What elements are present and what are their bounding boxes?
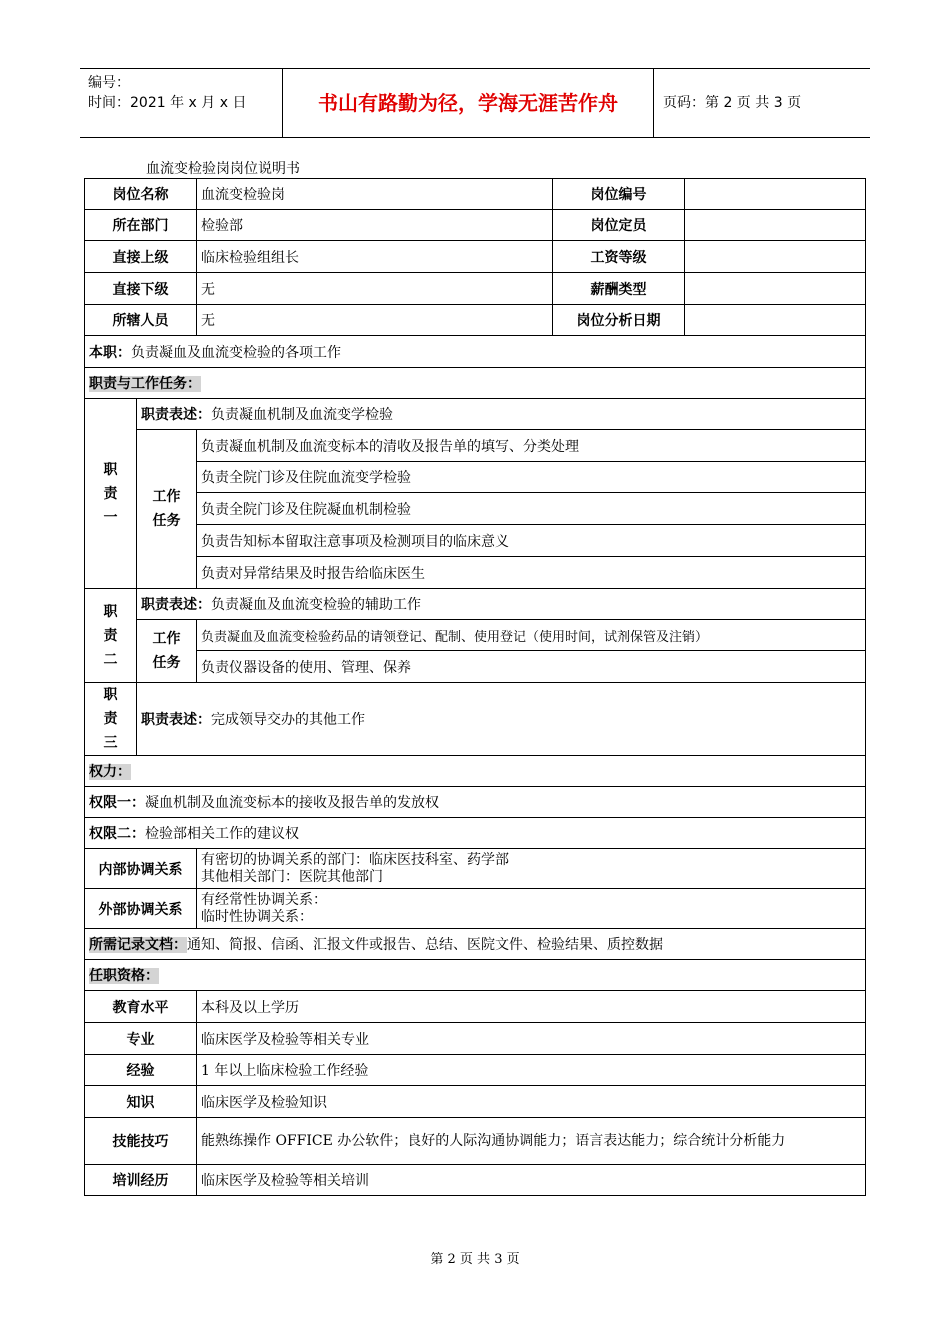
duty-label: 本职： bbox=[89, 344, 131, 361]
field-label: 直接下级 bbox=[85, 273, 197, 305]
task-row bbox=[85, 620, 866, 651]
qualification-value: 能熟练操作 OFFICE 办公软件；良好的人际沟通协调能力；语言表达能力；综合统计分析能力 bbox=[197, 1118, 866, 1165]
relation-line: 有密切的协调关系的部门：临床医技科室、药学部 bbox=[201, 851, 509, 868]
qualification-label: 培训经历 bbox=[85, 1165, 197, 1196]
duty3-label: 职 责 三 bbox=[85, 683, 137, 756]
qualification-label: 教育水平 bbox=[85, 991, 197, 1023]
field-label: 工资等级 bbox=[553, 241, 685, 273]
statement-label: 职责表述： bbox=[141, 712, 211, 728]
duty-statement-row bbox=[85, 589, 866, 620]
qualification-row bbox=[85, 1086, 866, 1118]
statement-label: 职责表述： bbox=[141, 407, 211, 423]
document-title: 血流变检验岗岗位说明书 bbox=[146, 161, 300, 177]
power-heading: 权力： bbox=[89, 764, 131, 780]
field-label: 所在部门 bbox=[85, 210, 197, 241]
qualification-value: 临床医学及检验等相关专业 bbox=[197, 1023, 866, 1055]
basic-row bbox=[85, 241, 866, 273]
doc-number-label: 编号： bbox=[88, 75, 130, 91]
relation-row bbox=[85, 889, 866, 929]
basic-row bbox=[85, 305, 866, 336]
power-label: 权限二： bbox=[89, 826, 145, 842]
qualification-label: 知识 bbox=[85, 1086, 197, 1118]
task-label: 工作 任务 bbox=[137, 430, 197, 589]
statement-text: 完成领导交办的其他工作 bbox=[211, 712, 365, 728]
relation-row bbox=[85, 849, 866, 889]
duty-statement-row bbox=[85, 399, 866, 430]
statement-text: 负责凝血机制及血流变学检验 bbox=[211, 407, 393, 423]
qualification-value: 临床医学及检验知识 bbox=[197, 1086, 866, 1118]
field-label: 岗位定员 bbox=[553, 210, 685, 241]
relation-line: 有经常性协调关系： bbox=[201, 891, 327, 908]
header-page-number: 页码：第 2 页 共 3 页 bbox=[663, 95, 802, 111]
task-item: 负责对异常结果及时报告给临床医生 bbox=[197, 557, 866, 589]
basic-row bbox=[85, 179, 866, 210]
task-item: 负责仪器设备的使用、管理、保养 bbox=[197, 651, 866, 683]
power-text: 检验部相关工作的建议权 bbox=[145, 826, 299, 842]
field-value: 血流变检验岗 bbox=[197, 179, 553, 210]
task-item: 负责全院门诊及住院血流变学检验 bbox=[197, 462, 866, 493]
doc-date: 时间：2021 年 x 月 x 日 bbox=[88, 95, 247, 111]
field-value: 检验部 bbox=[197, 210, 553, 241]
field-value: 临床检验组组长 bbox=[197, 241, 553, 273]
field-label: 岗位名称 bbox=[85, 179, 197, 210]
responsibilities-heading: 职责与工作任务： bbox=[89, 376, 201, 392]
basic-row bbox=[85, 273, 866, 305]
records-text: 通知、简报、信函、汇报文件或报告、总结、医院文件、检验结果、质控数据 bbox=[187, 937, 663, 953]
power-row bbox=[85, 787, 866, 818]
relation-label: 外部协调关系 bbox=[85, 889, 197, 929]
field-label: 直接上级 bbox=[85, 241, 197, 273]
section-row bbox=[85, 756, 866, 787]
duty-statement-row bbox=[85, 683, 866, 756]
qualification-label: 经验 bbox=[85, 1055, 197, 1086]
qualification-value: 1 年以上临床检验工作经验 bbox=[197, 1055, 866, 1086]
job-description-table bbox=[84, 178, 866, 1196]
power-text: 凝血机制及血流变标本的接收及报告单的发放权 bbox=[145, 795, 439, 811]
field-label: 所辖人员 bbox=[85, 305, 197, 336]
duty2-label: 职 责 二 bbox=[85, 589, 137, 683]
statement-text: 负责凝血及血流变检验的辅助工作 bbox=[211, 597, 421, 613]
field-value bbox=[685, 273, 866, 305]
header-motto: 书山有路勤为径，学海无涯苦作舟 bbox=[283, 69, 654, 137]
task-row bbox=[85, 525, 866, 557]
power-row bbox=[85, 818, 866, 849]
field-label: 岗位编号 bbox=[553, 179, 685, 210]
task-item: 负责凝血及血流变检验药品的请领登记、配制、使用登记（使用时间，试剂保管及注销） bbox=[197, 620, 866, 651]
page-footer: 第 2 页 共 3 页 bbox=[430, 1252, 520, 1267]
task-row bbox=[85, 430, 866, 462]
section-row bbox=[85, 368, 866, 399]
duty-text: 负责凝血及血流变检验的各项工作 bbox=[131, 344, 341, 361]
field-value bbox=[685, 305, 866, 336]
basic-row bbox=[85, 210, 866, 241]
qualification-row bbox=[85, 1118, 866, 1165]
task-row bbox=[85, 462, 866, 493]
section-row bbox=[85, 960, 866, 991]
task-item: 负责全院门诊及住院凝血机制检验 bbox=[197, 493, 866, 525]
task-row bbox=[85, 557, 866, 589]
qualification-value: 临床医学及检验等相关培训 bbox=[197, 1165, 866, 1196]
qualification-label: 技能技巧 bbox=[85, 1118, 197, 1165]
task-item: 负责凝血机制及血流变标本的清收及报告单的填写、分类处理 bbox=[197, 430, 866, 462]
power-label: 权限一： bbox=[89, 795, 145, 811]
relation-label: 内部协调关系 bbox=[85, 849, 197, 889]
field-value bbox=[685, 179, 866, 210]
task-row bbox=[85, 493, 866, 525]
field-label: 薪酬类型 bbox=[553, 273, 685, 305]
records-row bbox=[85, 929, 866, 960]
field-value bbox=[685, 241, 866, 273]
field-value: 无 bbox=[197, 273, 553, 305]
duty-cell bbox=[85, 336, 866, 368]
task-item: 负责告知标本留取注意事项及检测项目的临床意义 bbox=[197, 525, 866, 557]
records-label: 所需记录文档： bbox=[89, 937, 187, 953]
duty-row bbox=[85, 336, 866, 368]
task-label: 工作 任务 bbox=[137, 620, 197, 683]
qualifications-heading: 任职资格： bbox=[89, 968, 159, 984]
qualification-value: 本科及以上学历 bbox=[197, 991, 866, 1023]
relation-line: 其他相关部门：医院其他部门 bbox=[201, 868, 383, 885]
duty1-label: 职 责 一 bbox=[85, 399, 137, 589]
statement-label: 职责表述： bbox=[141, 597, 211, 613]
qualification-row bbox=[85, 1165, 866, 1196]
qualification-row bbox=[85, 991, 866, 1023]
qualification-row bbox=[85, 1023, 866, 1055]
qualification-label: 专业 bbox=[85, 1023, 197, 1055]
header-info bbox=[80, 69, 283, 137]
field-label: 岗位分析日期 bbox=[553, 305, 685, 336]
qualification-row bbox=[85, 1055, 866, 1086]
task-row bbox=[85, 651, 866, 683]
relation-line: 临时性协调关系： bbox=[201, 908, 313, 925]
field-value: 无 bbox=[197, 305, 553, 336]
page-header bbox=[80, 68, 870, 138]
field-value bbox=[685, 210, 866, 241]
